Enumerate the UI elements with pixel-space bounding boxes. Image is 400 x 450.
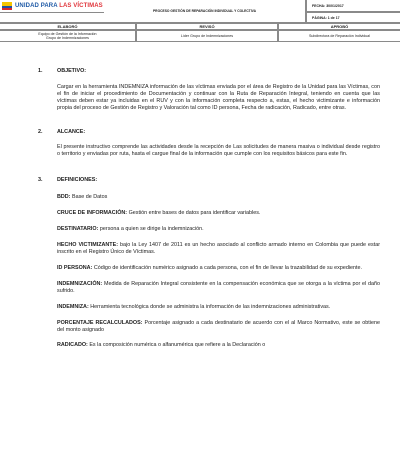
aprobo-header: APROBÓ <box>278 23 400 30</box>
definition-term: HECHO VICTIMIZANTE: <box>57 242 118 249</box>
definition-item <box>57 320 380 334</box>
definition-term: DESTINATARIO: <box>57 226 99 233</box>
definition-text: Porcentaje asignado a cada destinatario de acuerdo con el al Marco Normativo, este se obtiene del monto asignado <box>57 319 380 333</box>
section-heading-definiciones <box>38 177 380 183</box>
definition-text: persona a quien se dirige la indemnización. <box>98 226 204 233</box>
definition-term: INDEMNIZA: <box>57 303 89 310</box>
elaboro-header: ELABORÓ <box>0 23 136 30</box>
section-number: 3. <box>38 177 43 184</box>
section-title: OBJETIVO: <box>57 68 87 74</box>
section-title: ALCANCE: <box>57 128 86 135</box>
definition-item <box>57 342 380 349</box>
definition-item <box>57 210 380 217</box>
logo-text-blue: UNIDAD PARA <box>15 3 60 9</box>
section-heading-alcance <box>38 129 380 135</box>
definition-term: CRUCE DE INFORMACIÓN: <box>57 210 128 217</box>
reviso-value: Líder Grupo de Indemnizaciones <box>136 30 278 42</box>
page-number: PÁGINA: 1 de 17 <box>306 12 400 23</box>
logo-text <box>15 3 103 9</box>
definition-text: Herramienta tecnológica donde se administra la información de las indemnizaciones administrativas. <box>88 303 331 310</box>
elaboro-value <box>0 30 136 42</box>
definition-text: Es la composición numérica o alfanumérica que refiere a la Declaración o <box>87 342 266 349</box>
definition-term: RADICADO: <box>57 342 88 349</box>
unidad-victimas-logo <box>0 0 104 12</box>
logo-cell-lower <box>0 12 104 23</box>
definition-term: INDEMNIZACIÓN: <box>57 280 103 287</box>
definitions-list <box>57 194 380 349</box>
definition-text: Base de Datos <box>70 194 108 201</box>
reviso-header: REVISÓ <box>136 23 278 30</box>
document-body <box>38 68 380 349</box>
objetivo-paragraph: Cargar en la herramienta INDEMNIZA información de las víctimas enviada por el área de Registro de la Unidad para las Víctimas, con el fin de iniciar el procedimiento de Documentación y continuar con la Ruta de Reparación Integral, teniendo en cuenta que las víctimas deben estar ya incluidas en el RUV y con la información completa respecto a, estas, el hecho victimizante e información propia del proceso de Gestión de Registro y Valoración tal como ID persona, Fecha de radicación, Radicado, entre otras. <box>57 84 380 111</box>
aprobo-value: Subdirectora de Reparación Individual <box>278 30 400 42</box>
definition-item <box>57 281 380 295</box>
section-number: 1. <box>38 68 43 74</box>
definition-text: Código de identificación numérico asignado a cada persona, con el fin de llevar la trazabilidad de su expediente. <box>92 264 363 271</box>
definition-item <box>57 265 380 272</box>
definition-term: ID PERSONA: <box>57 264 93 271</box>
process-title: PROCESO GESTIÓN DE REPARACIÓN INDIVIDUAL Y COLECTIVA <box>104 0 306 23</box>
document-header <box>0 0 400 42</box>
elaboro-line-1: Equipo de Gestión de la Información <box>38 31 97 36</box>
document-date: FECHA: 30/01/2017 <box>306 0 400 12</box>
definition-item <box>57 304 380 311</box>
definition-text: bajo la Ley 1407 de 2011 es un hecho asociado al conflicto armado interno en Colombia que puede estar inscrito en el Registro Único de Víctimas. <box>57 242 380 256</box>
colombia-flag-icon <box>2 2 12 10</box>
section-title: DEFINICIONES: <box>57 177 98 184</box>
logo-text-red: LAS VÍCTIMAS <box>59 3 103 9</box>
definition-text: Medida de Reparación Integral consistente en la compensación económica que se otorga a la víctima por el daño sufrido. <box>57 280 380 294</box>
section-number: 2. <box>38 128 43 135</box>
elaboro-line-2: Grupo de Indemnizaciones <box>46 36 89 40</box>
definition-term: PORCENTAJE RECALCULADOS: <box>57 319 143 326</box>
definition-term: BDD: <box>57 194 71 201</box>
definition-item <box>57 242 380 256</box>
alcance-paragraph: El presente instructivo comprende las actividades desde la recepción de Las solicitudes de manera masiva o individual desde registro o territorio y enviadas por ruta, hasta el cargue final de la información que cumple con los requisitos básicos para este fin. <box>57 143 380 157</box>
definition-text: Gestión entre bases de datos para identificar variables. <box>127 210 261 217</box>
definition-item <box>57 226 380 233</box>
definition-item <box>57 194 380 201</box>
section-heading-objetivo <box>38 68 380 74</box>
